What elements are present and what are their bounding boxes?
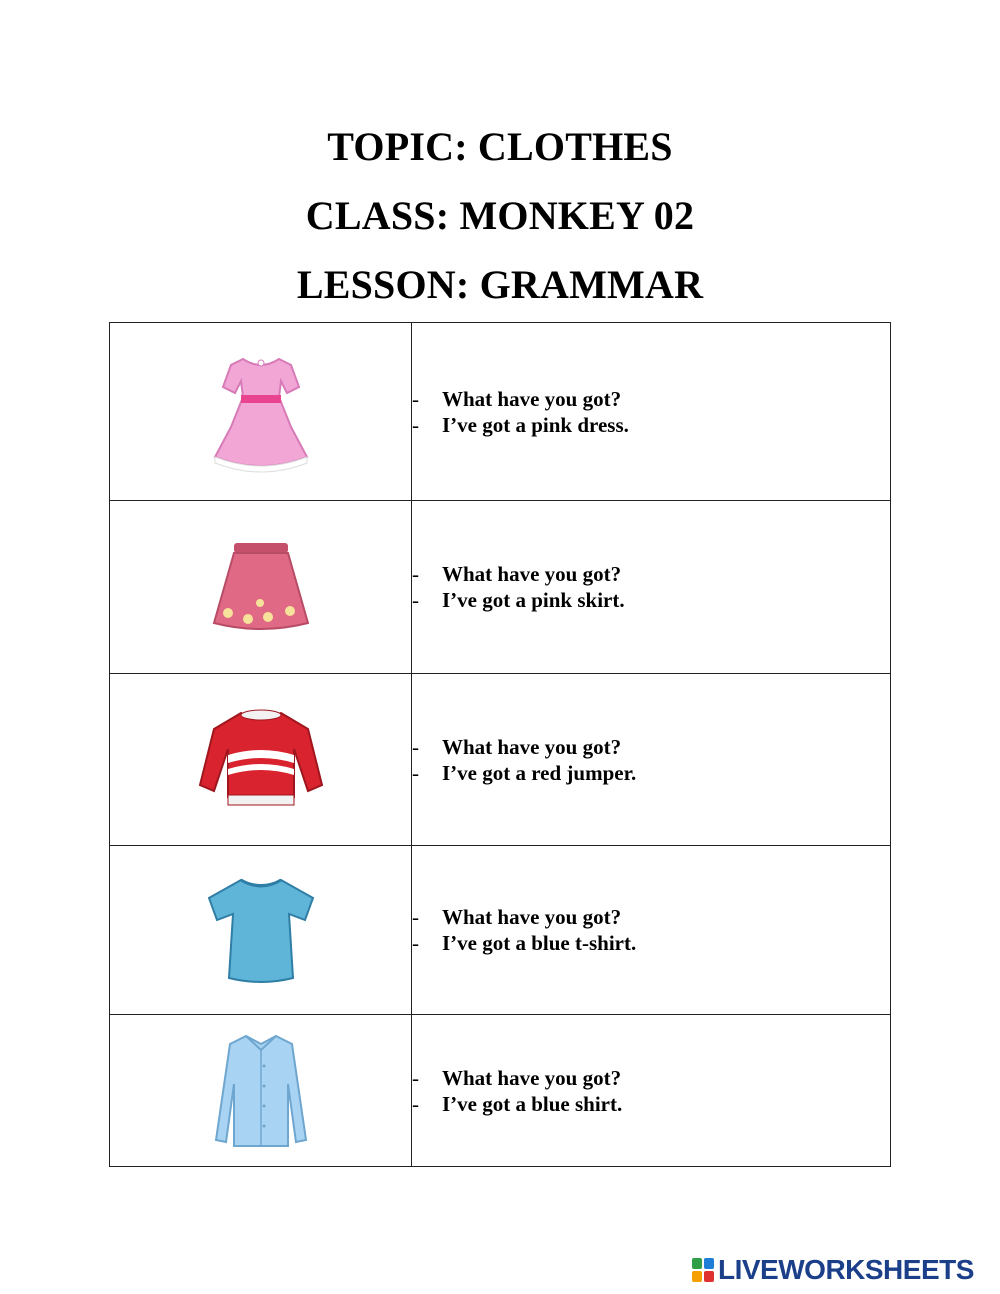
answer-line: - I’ve got a red jumper. [412, 760, 637, 785]
table-row [110, 501, 891, 674]
blue-tshirt-icon [201, 874, 321, 986]
class-title: CLASS: MONKEY 02 [305, 193, 695, 238]
blue-shirt-icon [206, 1030, 316, 1152]
picture-cell [110, 846, 412, 1015]
answer-line: - I’ve got a blue t-shirt. [412, 931, 637, 955]
table-row [110, 674, 891, 846]
red-jumper-icon [196, 705, 326, 815]
answer-line: - I’ve got a pink skirt. [412, 588, 625, 612]
worksheet-header [0, 112, 1000, 319]
topic-title: TOPIC: CLOTHES [327, 124, 673, 169]
logo-mark-icon [692, 1258, 714, 1282]
dialogue-cell [412, 846, 891, 1015]
lesson-title: LESSON: GRAMMAR [296, 262, 704, 307]
dialogue-cell [412, 1015, 891, 1167]
answer-line: - I’ve got a pink dress. [412, 412, 629, 437]
question-line: - What have you got? [412, 562, 622, 586]
answer-line: - I’ve got a blue shirt. [412, 1091, 623, 1116]
picture-cell [110, 501, 412, 674]
pink-dress-icon [201, 347, 321, 477]
picture-cell [110, 323, 412, 501]
question-line: - What have you got? [412, 905, 622, 929]
dialogue-cell [412, 501, 891, 674]
question-line: - What have you got? [412, 734, 622, 759]
vocabulary-table [109, 322, 891, 1167]
table-row [110, 846, 891, 1015]
table-row [110, 323, 891, 501]
dialogue-cell [412, 323, 891, 501]
table-row [110, 1015, 891, 1167]
picture-cell [110, 1015, 412, 1167]
dialogue-cell [412, 674, 891, 846]
liveworksheets-logo [692, 1254, 974, 1286]
logo-text: LIVEWORKSHEETS [718, 1254, 974, 1285]
question-line: - What have you got? [412, 1065, 622, 1090]
question-line: - What have you got? [412, 386, 622, 411]
picture-cell [110, 674, 412, 846]
pink-skirt-icon [206, 537, 316, 637]
